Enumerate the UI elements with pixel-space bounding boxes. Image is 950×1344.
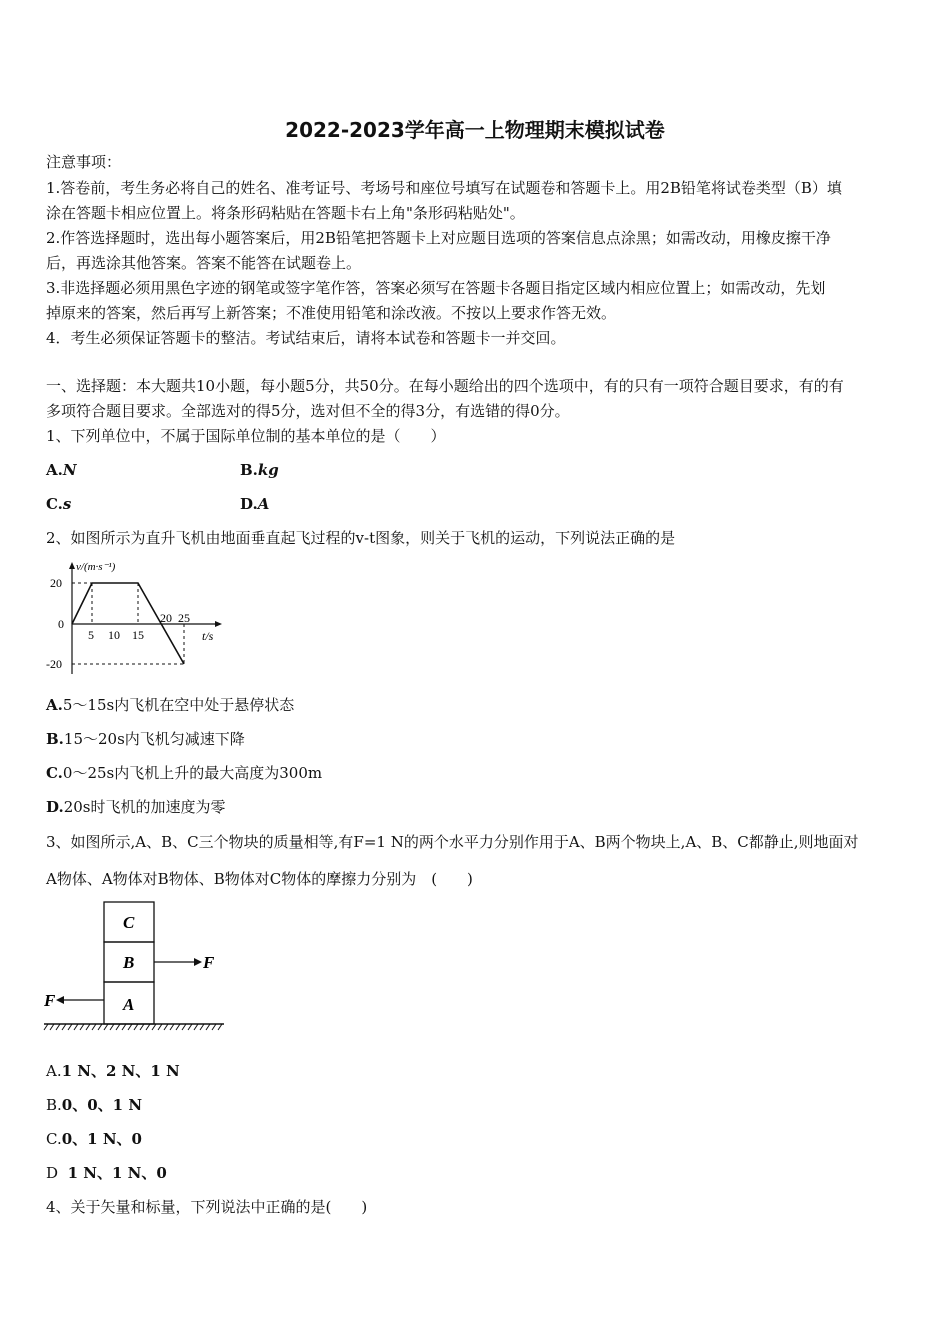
question-3-stem: 3、如图所示,A、B、C三个物块的质量相等,有F=1 N的两个水平力分别作用于A、B两个物块上,A、B、C都静止,则地面对 [46,833,859,851]
q1-option-b: B.kg [240,461,279,479]
q2-option-b: B.15～20s内飞机匀减速下降 [46,730,245,748]
q3-option-a: A.1 N、2 N、1 N [46,1062,180,1080]
notice-line: 掉原来的答案，然后再写上新答案；不准使用铅笔和涂改液。不按以上要求作答无效。 [46,304,617,322]
vt-graph [40,556,230,686]
notice-line: 后，再选涂其他答案。答案不能答在试题卷上。 [46,254,362,272]
notice-line: 1.答卷前，考生务必将自己的姓名、准考证号、考场号和座位号填写在试题卷和答题卡上。用2B铅笔将试卷类型（B）填 [46,179,842,197]
block-label-a: A [123,995,135,1014]
question-2-stem: 2、如图所示为直升飞机由地面垂直起飞过程的v-t图象，则关于飞机的运动，下列说法正确的是 [46,529,676,547]
graph-xtick: 20 [160,611,172,625]
notice-line: 3.非选择题必须用黑色字迹的钢笔或签字笔作答，答案必须写在答题卡各题目指定区域内相应位置上；如需改动，先划 [46,279,826,297]
force-label-right: F [203,953,215,972]
notice-line: 涂在答题卡相应位置上。将条形码粘贴在答题卡右上角"条形码粘贴处"。 [46,204,525,222]
question-1-stem: 1、下列单位中，不属于国际单位制的基本单位的是（ ） [46,427,446,445]
graph-xtick: 5 [88,628,94,642]
q1-option-a: A.N [46,461,77,479]
graph-xtick: 15 [132,628,144,642]
q2-option-d: D.20s时飞机的加速度为零 [46,798,226,816]
page-title: 2022-2023学年高一上物理期末模拟试卷 [285,118,665,142]
graph-xtick: 25 [178,611,190,625]
graph-xtick: 10 [108,628,120,642]
notice-line: 4．考生必须保证答题卡的整洁。考试结束后，请将本试卷和答题卡一并交回。 [46,329,566,347]
graph-xlabel: t/s [202,629,214,643]
graph-ytick: 0 [58,617,64,631]
q3-option-c: C.0、1 N、0 [46,1130,142,1148]
graph-ylabel: v/(m·s⁻¹) [76,561,116,573]
q1-option-d: D.A [240,495,270,513]
block-label-c: C [123,913,135,932]
q2-option-c: C.0～25s内飞机上升的最大高度为300m [46,764,323,782]
block-label-b: B [123,953,135,972]
blocks-figure [40,896,240,1038]
graph-ytick: 20 [50,576,62,590]
notice-line: 2.作答选择题时，选出每小题答案后，用2B铅笔把答题卡上对应题目选项的答案信息点涂黑；如需改动，用橡皮擦干净 [46,229,831,247]
graph-ytick: -20 [46,657,62,671]
notice-heading: 注意事项： [46,153,122,171]
section-intro: 多项符合题目要求。全部选对的得5分，选对但不全的得3分，有选错的得0分。 [46,402,570,420]
q3-option-d: D 1 N、1 N、0 [46,1164,167,1182]
question-3-stem: A物体、A物体对B物体、B物体对C物体的摩擦力分别为 ( ) [46,870,473,888]
q3-option-b: B.0、0、1 N [46,1096,143,1114]
section-intro: 一、选择题：本大题共10小题，每小题5分，共50分。在每小题给出的四个选项中，有的只有一项符合题目要求，有的有 [46,377,844,395]
force-label-left: F [44,991,56,1010]
question-4-stem: 4、关于矢量和标量，下列说法中正确的是( ) [46,1198,368,1216]
q2-option-a: A.5～15s内飞机在空中处于悬停状态 [46,696,295,714]
q1-option-c: C.s [46,495,72,513]
